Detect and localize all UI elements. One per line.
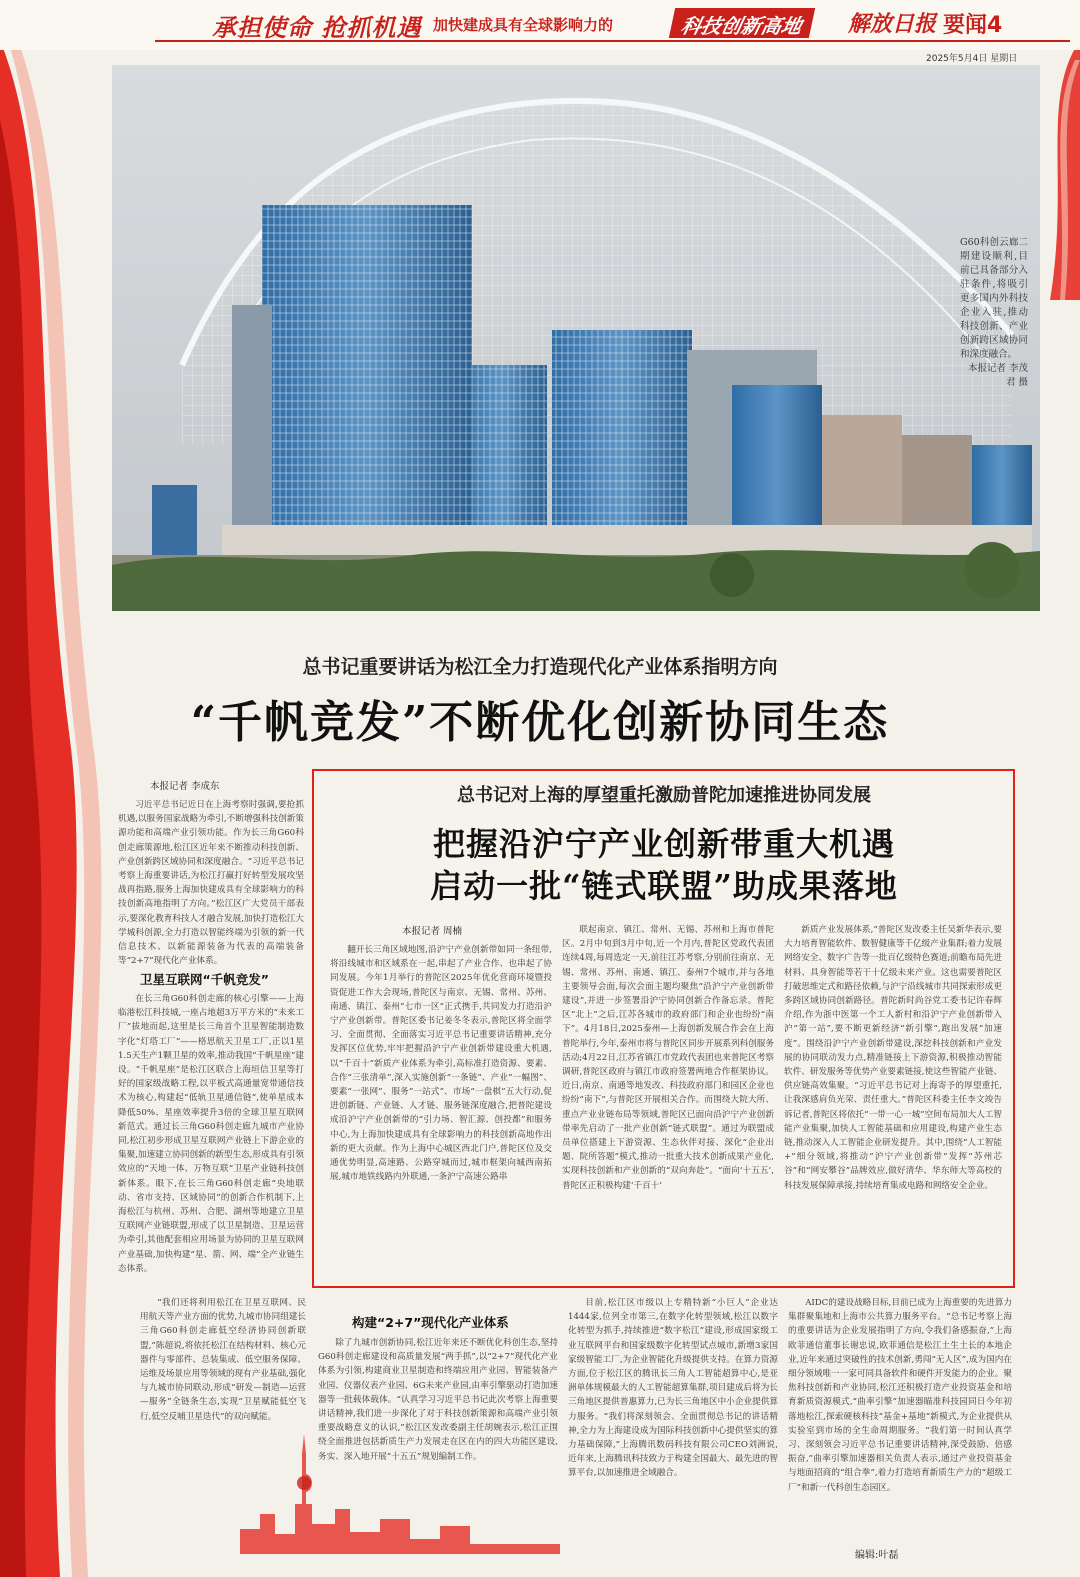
boxed-paragraph: 联起南京、镇江、常州、无锡、苏州和上海市普陀区。2月中旬到3月中旬,近一个月内,普陀区党政代表团连续4周,每周选定一天,前往江苏考察,分别前往南京、无锡、常州、苏州、南通、镇江、泰州7个城市,并与各地主要领导会面,每次会面主题均聚焦“沿沪宁产业创新带建设”,并进一步签署沿沪宁协同创新合作备忘录。普陀区“北上”之后,江苏各城市的政府部门和企业也纷纷“南下”。4月18日,2025泰州—上海创新发展合作会在上海普陀举行,今年,泰州市将与普陀区同步开展系列科创服务活动;4月22日,江苏省镇江市党政代表团也来普陀区考察调研,普陀区政府与镇江市政府签署两地合作框架协议。近日,南京、南通等地发改、科技政府部门和园区企业也纷纷“南下”,与普陀区开展相关合作。而围绕大院大所、重点产业业链布局等领域,普陀区已面向沿沪宁产业创新带率先启动了一批产业创新“链式联盟”。通过为联盟成员单位搭建上下游资源、生态伙伴对接、深化“企业出题、院所答题”模式,推动一批重大技术创新成果产业化,实现科技创新和产业创新的“双向奔赴”。“面向‘十五五’,普陀区正积极构建‘千百十’ (562, 925, 774, 1191)
article-paragraph: “我们还将利用松江在卫星互联网、民用航天等产业方面的优势,九城市协同组建长三角G60科创走廊低空经济协同创新联盟,”陈超说,将依托松江在结构材料、核心元器件与零部件、总装集成、低空服务保障、运维及场景应用等领域的现有产业基础,强化与九城市协同联动,形成“研发—制造—运营—服务”全链条生态,实现“卫星赋能低空飞行,低空反哺卫星迭代”的双向赋能。 (140, 1298, 307, 1422)
boxed-column-3 (784, 923, 1002, 1281)
editor-credit: 编辑:叶磊 (855, 1550, 899, 1561)
photo-caption (960, 236, 1028, 390)
boxed-article-kicker: 总书记对上海的厚望重托激励普陀加速推进协同发展 (457, 785, 871, 806)
article-column-1 (118, 798, 304, 966)
red-ribbon-decoration (0, 40, 120, 1577)
article-headline: “千帆竞发”不断优化创新协同生态 (190, 697, 890, 748)
boxed-paragraph: 翻开长三角区域地图,沿沪宁产业创新带如同一条纽带,将沿线城市和区域系在一起,串起了产业合作、也串起了协同发展。今年1月举行的普陀区2025年优化营商环境暨投资促进工作大会现场,普陀区与南京、无锡、常州、苏州、南通、镇江、泰州“七市一区”正式携手,共同发力打造沿沪宁产业创新带。普陀区委书记姜冬冬表示,普陀区将全面学习、全面贯彻、全面落实习近平总书记重要讲话精神,充分发挥区位优势,牢牢把握沿沪宁产业创新带建设重大机遇,以“千百十”新质产业体系为牵引,高标准打造资源、要素、合作“三张清单”,深入实施创新“一条链”、产业“一幅图”、要素“一张网”、服务“一站式”、市场“一盘棋”五大行动,促进创新链、产业链、人才链、服务链深度融合,把普陀建设成沿沪宁产业创新带的“引力场、智汇源、创投都”和服务中心,为上海加快建成具有全球影响力的科技创新高地作出新的更大贡献。作为上海中心城区西北门户,普陀区位及交通优势明显,高速路、公路穿城而过,城市框架向城西南拓展,城市地铁线路内外联通,一条沪宁高速公路串 (330, 945, 552, 1183)
article-column-4 (568, 1296, 778, 1528)
boxed-article (312, 769, 1015, 1288)
article-column-3 (318, 1336, 558, 1462)
boxed-column-1 (330, 943, 552, 1281)
issue-date: 2025年5月4日 星期日 (926, 54, 1018, 64)
photo-credit: 本报记者 李茂君 摄 (967, 363, 1028, 388)
header-slogan-middle: 加快建成具有全球影响力的 (433, 16, 614, 34)
boxed-paragraph: 新质产业发展体系,”普陀区发改委主任吴新华表示,要大力培育智能软件、数智健康等千亿级产业集群;着力发展网络安全、数字广告等一批百亿级特色赛道;前瞻布局先进材料、具身智能等若干十亿级未来产业。这也需要普陀区打破思维定式和路径依赖,与沪宁沿线城市共同探索形成更多跨区域协同创新路径。普陀新时尚谷党工委书记许春辉介绍,作为浙中医第一个工人新村和沿沪宁产业创新带入沪“第一站”,要不断更新经济“新引擎”,跑出发展“加速度”。围绕沿沪宁产业创新带建设,深挖科技创新和产业发展的协同联动发力点,精准链接上下游资源,积极推动智能软件、研发服务等优势产业要素链接,使这些智能产业链、供应链高效集聚。“习近平总书记对上海寄予的厚望重托,让我深感肩负光荣、责任重大。”普陀区科委主任李文竣告诉记者,普陀区将依托“一带一心一城”空间布局加大人工智能产业集聚,加快人工智能基础和应用建设,构建产业生态链,推动深入人工智能企业研发提升。其中,围绕“人工智能+”细分领域,将推动“沪宁产业创新带”发挥“苏州芯谷”和“网安攀谷”品牌效应,做好清华、华东师大等高校的科技发展保障承接,持续培育集成电路和网络安全企业。 (784, 925, 1002, 1191)
article-column-1b (118, 992, 304, 1292)
header-slogan-bold: 承担使命 抢抓机遇 (212, 14, 422, 42)
newspaper-name: 解放日报 (848, 11, 937, 37)
article-byline: 本报记者 李成东 (150, 781, 220, 792)
article-column-5 (788, 1296, 1012, 1528)
article-paragraph: 除了九城市创新协同,松江近年来还不断优化科创生态,坚持G60科创走廊建设和高质量发展“两手抓”,以“2+7”现代化产业体系为引领,构建商业卫星制造和终端应用产业园、智能装备产业园、仪器仪表产业园、6G未来产业园,由率引擎驱动打造加速器等一批载体载体。“认真学习习近平总书记此次考察上海重要讲话精神,我们进一步深化了对于科技创新策源和高端产业引领重要战略意义的认识,”松江区发改委副主任胡婉表示,松江正围绕全面推进包括新质生产力发展走在区在内的四大功能区建设,务实、深入地开展“十五五”规划编制工作。 (318, 1338, 558, 1462)
news-photo (112, 65, 1040, 611)
article-paragraph: 习近平总书记近日在上海考察时强调,要抢抓机遇,以服务国家战略为牵引,不断增强科技创新策源功能和高端产业引领功能。作为长三角G60科创走廊策源地,松江区近年来不断推动科技创新、产业创新跨区域协同和深度融合。“习近平总书记考察上海重要讲话,为松江打赢打好转型发展攻坚战再指路,服务上海加快建成具有全球影响力的科技创新高地指明了方向。”松江区广大党员干部表示,要深化教育科技人才融合发展,加快打造松江大学城科创源,全力打造以智能终端为引领的新一代信息技术、以新能源装备为代表的高端装备等“2+7”现代化产业体系。 (118, 800, 304, 967)
boxed-column-2 (562, 923, 774, 1281)
skyline-illustration (240, 1434, 560, 1554)
article-paragraph: AIDC的建设战略目标,目前已成为上海重要的先进算力集群聚集地和上海市公共算力服务平台。“总书记考察上海的重要讲话为企业发展指明了方向,令我们备感振奋,”上海欧菲通信董事长谢忠说,欧菲通信是松江土生土长的本地企业,近年来通过突破性的技术创新,勇闯“无人区”,成为国内在细分领域唯一一家可同具备软件和硬件开发能力的企业。聚焦科技创新和产业协同,松江还积极打造产业投资基金和培育新质资源模式,“曲率引擎”加速器瞄准科技园同日今年初落地松江,探索硬核科技“基金+基地”新模式,为企业提供从实验室到市场的全生命周期服务。“我们第一时间认真学习、深刻领会习近平总书记重要讲话精神,深受鼓励、倍感振奋,”曲率引擎加速器相关负责人表示,通过产业投资基金与地面招商的“组合拳”,着力打造培育新质生产力的“超级工厂”和新一代科创生态园区。 (788, 1298, 1012, 1493)
photo-caption-text: G60科创云廊二期建设顺利,目前已具备部分入驻条件,将吸引更多国内外科技企业入驻,推动科技创新、产业创新跨区域协同和深度融合。 (960, 237, 1028, 360)
boxed-article-headline-line1: 把握沿沪宁产业创新带重大机遇 (432, 825, 895, 863)
article-paragraph: 在长三角G60科创走廊的核心引擎——上海临港松江科技城,一座占地超3万平方米的“未来工厂”拔地而起,这里是长三角首个卫星智能制造数字化“灯塔工厂”——格思航天卫星工厂,正以1星1.5天生产1颗卫星的效率,推动我国“千帆星座”建设。“千帆星座”是松江区联合上海垣信卫星等打好的国家级战略工程,以平板式高通量宽带通信技术为核心,构建起“低轨卫星通信链”,使单星成本降低50%、星座效率提升3倍的全球卫星互联网新范式。通过长三角G60科创走廊九城市产业协同,松江初步形成卫星互联网产业链上下游企业的集聚,加速建立协同创新的新型生态,形成具有引领效应的“天地一体、万物互联”卫星产业链科技创新体系。眼下,在长三角G60科创走廊“央地联动、省市支持、区域协同”的创新合作机制下,上海松江与杭州、苏州、合肥、湖州等地建立卫星互联网产业链联盟,形成了以卫星制造、卫星运营为牵引,其他配套相应用场景为协同的卫星互联网产业基础,加快构建“星、箭、网、端”全产业链生态体系。 (118, 994, 304, 1274)
article-paragraph: 目前,松江区市级以上专精特新“小巨人”企业达1444家,位列全市第三,在数字化转型领域,松江以数字化转型为抓手,持续推进“数字松江”建设,形成国家级工业互联网平台和国家级数字化转型试点城市,新增3家国家级智能工厂,为企业智能化升级提供支持。在算力资源方面,位于松江区的腾讯长三角人工智能超算中心,是亚洲单体规模最大的人工智能超算集群,项目建成后将为长三角地区提供普惠算力,已为长三角地区中小企业提供算力服务。“我们将深刻领会、全面贯彻总书记的讲话精神,全力为上海建设成为国际科技创新中心提供坚实的算力基础保障,”上海腾讯数码科技有限公司CEO刘洲说,近年来,上海腾讯科技致力于构建全国最大、最先进的智算平台,以加速推进全域融合。 (568, 1298, 778, 1479)
article-subheading-1: 卫星互联网“千帆竞发” (140, 972, 269, 987)
article-kicker: 总书记重要讲话为松江全力打造现代化产业体系指明方向 (302, 656, 778, 678)
boxed-article-headline-line2: 启动一批“链式联盟”助成果落地 (430, 867, 898, 905)
header-slogan-box: 科技创新高地 (669, 8, 815, 38)
article-subheading-2: 构建“2+7”现代化产业体系 (352, 1315, 509, 1330)
section-label: 要闻4 (943, 13, 1003, 38)
boxed-article-byline: 本报记者 周楠 (402, 926, 463, 937)
